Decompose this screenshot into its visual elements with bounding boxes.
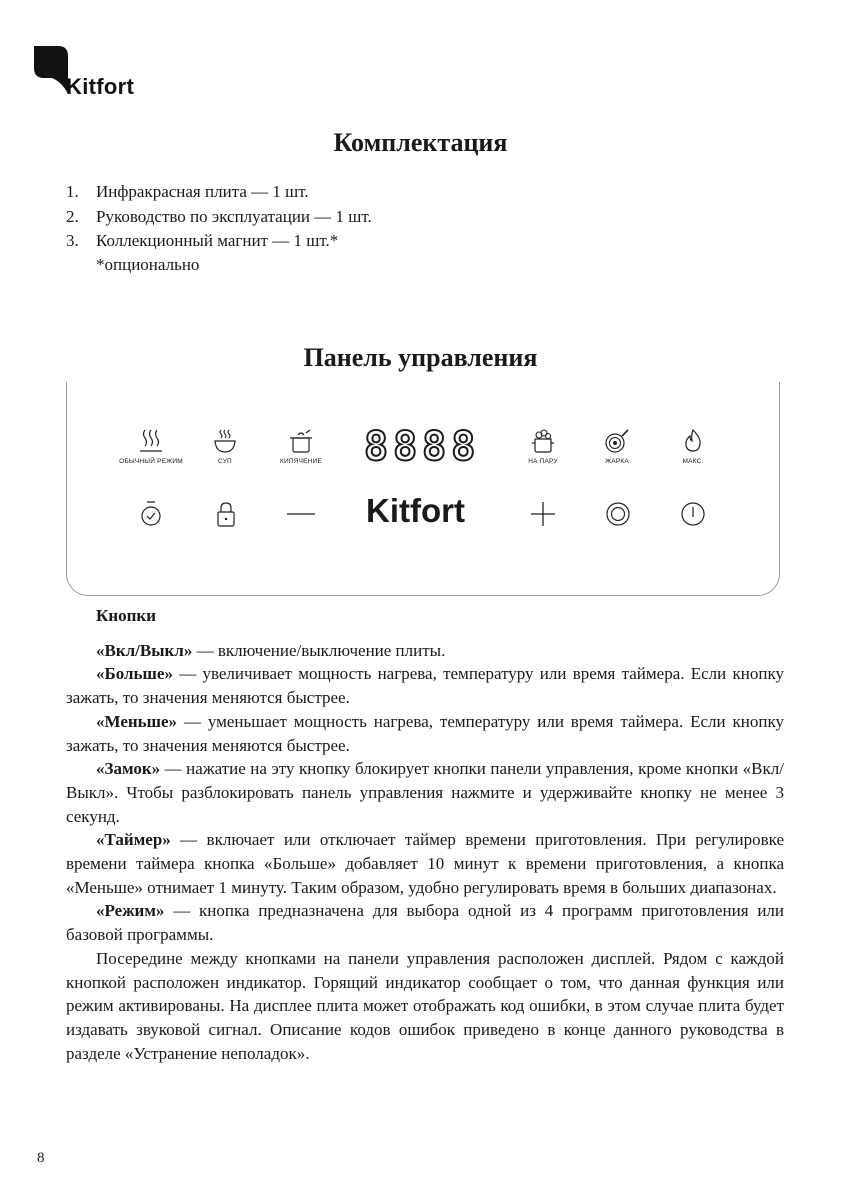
mode-icon bbox=[604, 500, 632, 528]
kitfort-logo-icon bbox=[32, 44, 70, 96]
flame-icon bbox=[681, 428, 705, 454]
boil-indicator bbox=[271, 428, 331, 465]
plus-button[interactable] bbox=[528, 500, 558, 528]
panel-brand-logo: Kitfort bbox=[366, 492, 465, 529]
button-desc-paragraph: «Меньше» — уменьшает мощность нагрева, температуру или время таймера. Если кнопку зажать, то значения меняются быстрее. bbox=[66, 711, 784, 755]
timer-icon bbox=[139, 500, 163, 528]
boil-label: КИПЯЧЕНИЕ bbox=[280, 458, 322, 465]
brand-logo bbox=[32, 44, 152, 104]
max-label: МАКС. bbox=[682, 458, 704, 465]
kit-list bbox=[66, 180, 372, 254]
kit-note: *опционально bbox=[96, 255, 200, 274]
kit-item: 3. Коллекционный магнит — 1 шт.* bbox=[66, 231, 339, 250]
timer-button[interactable] bbox=[138, 500, 164, 528]
max-indicator bbox=[670, 428, 716, 465]
lock-icon bbox=[215, 500, 237, 528]
minus-icon bbox=[285, 500, 317, 528]
power-icon bbox=[679, 500, 707, 528]
panel-heading: Панель управления bbox=[303, 343, 538, 372]
steamer-icon bbox=[530, 428, 556, 454]
button-desc-paragraph: «Больше» — увеличивает мощность нагрева, температуру или время таймера. Если кнопку зажать, то значения меняются быстрее. bbox=[66, 664, 784, 708]
frying-pan-icon bbox=[604, 428, 630, 454]
minus-button[interactable] bbox=[284, 500, 318, 528]
plus-icon bbox=[529, 500, 557, 528]
page-number: 8 bbox=[37, 1150, 45, 1166]
steam-label: НА ПАРУ bbox=[528, 458, 558, 465]
soup-indicator bbox=[202, 428, 248, 465]
soup-label: СУП bbox=[218, 458, 232, 465]
power-button[interactable] bbox=[678, 500, 708, 528]
button-desc-paragraph: «Вкл/Выкл» — включение/выключение плиты. bbox=[96, 640, 446, 660]
brand-name: Kitfort bbox=[66, 74, 135, 99]
buttons-subtitle: Кнопки bbox=[96, 606, 157, 625]
fry-label: ЖАРКА bbox=[605, 458, 629, 465]
control-panel-diagram bbox=[66, 382, 780, 596]
buttons-description bbox=[66, 604, 784, 1065]
normal-mode-indicator bbox=[113, 428, 189, 465]
closing-paragraph: Посередине между кнопками на панели управления расположен дисплей. Рядом с каждой кнопкой расположен индикатор. Горящий индикатор сообщает о том, что данная функция или режим активированы. На дисплее плита может отображать код ошибки, в этом случае плита будет издавать звуковой сигнал. Описание кодов ошибок приведено в конце данного руководства в разделе «Устранение неполадок». bbox=[66, 948, 784, 1063]
kit-item: 1. Инфракрасная плита — 1 шт. bbox=[66, 182, 309, 201]
pot-icon bbox=[288, 428, 314, 454]
lock-button[interactable] bbox=[213, 500, 239, 528]
button-desc-paragraph: «Замок» — нажатие на эту кнопку блокирует кнопки панели управления, кроме кнопки «Вкл/Выкл». Чтобы разблокировать панель управления нажмите и удерживайте кнопку не менее 3 секунд. bbox=[66, 759, 784, 826]
mode-button[interactable] bbox=[603, 500, 633, 528]
button-desc-paragraph: «Таймер» — включает или отключает таймер времени приготовления. При регулировке времени таймера кнопка «Больше» добавляет 10 минут к времени приготовления, а кнопка «Меньше» отнимает 1 минуту. Таким образом, удобно регулировать время в больших диапазонах. bbox=[66, 830, 784, 897]
kit-item: 2. Руководство по эксплуатации — 1 шт. bbox=[66, 206, 372, 226]
button-desc-paragraph: «Режим» — кнопка предназначена для выбора одной из 4 программ приготовления или базовой программы. bbox=[66, 901, 784, 945]
soup-bowl-icon bbox=[213, 428, 237, 454]
normal-mode-label: ОБЫЧНЫЙ РЕЖИМ bbox=[119, 458, 183, 465]
fry-indicator bbox=[594, 428, 640, 465]
digital-display: 8888 bbox=[364, 424, 481, 470]
steam-waves-icon bbox=[139, 428, 163, 454]
steam-indicator bbox=[520, 428, 566, 465]
kit-heading: Комплектация bbox=[333, 128, 508, 157]
